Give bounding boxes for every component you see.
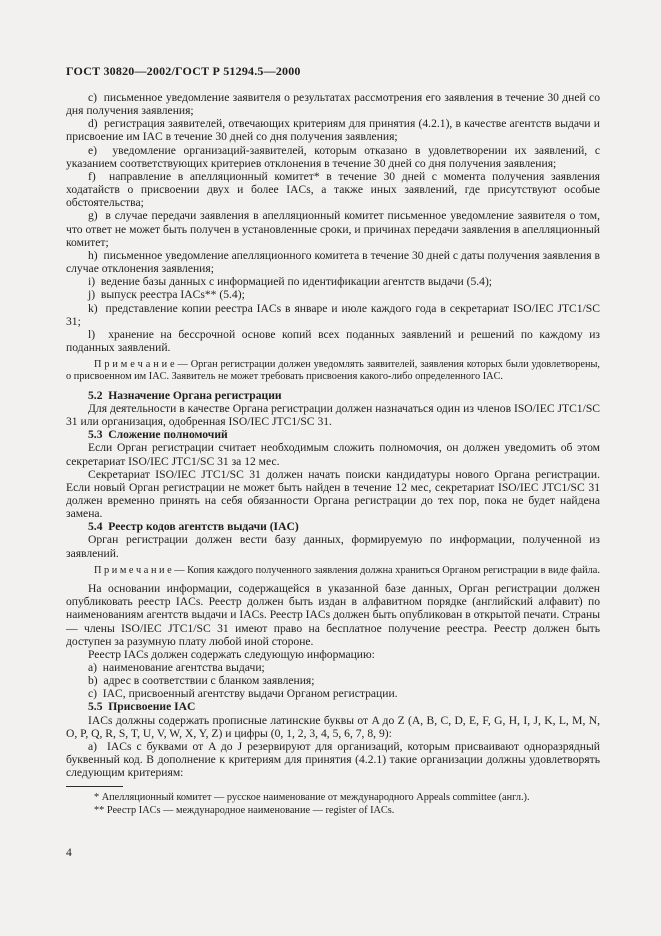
list-item-k: k) представление копии реестра IACs в январе и июле каждого года в секретариат ISO/IEC JTC1/SC 31; [66,301,600,328]
list-item-c2: c) IAC, присвоенный агентству выдачи Органом регистрации. [88,687,398,701]
paragraph-5-3-2: Секретариат ISO/IEC JTC1/SC 31 должен начать поиски кандидатуры нового Органа регистрации. Если новый Орган регистрации не может быть найден в течение 12 мес, секретариат ISO/IEC JTC1/SC 31 должен временно принять на себя обязанности Органа регистрации до тех пор, пока не будет найдена замена. [66,467,600,521]
document-body [66,91,600,779]
footnote-2: ** Реестр IACs — международное наименование — register of IACs. [94,805,395,817]
paragraph-5-5-2: a) IACs с буквами от A до J резервируют для организаций, которым присваивают одноразрядный буквенный код. В дополнение к критериям для принятия (4.2.1) такие организации должны удовлетворять следующим критериям: [66,739,600,780]
list-item-j: j) выпуск реестра IACs** (5.4); [88,288,245,302]
note-1: П р и м е ч а н и е — Орган регистрации должен уведомлять заявителей, заявления которых были удовлетворены, о присвоенном им IAC. Заявитель не может требовать присвоения какого-либо определенного IAC. [66,359,600,383]
list-item-l: l) хранение на бессрочной основе копий всех поданных заявлений и решений по каждому из поданных заявлений. [66,327,600,354]
footnote-divider [66,786,123,787]
paragraph-5-4-2: На основании информации, содержащейся в указанной базе данных, Орган регистрации должен опубликовать реестр IACs. Реестр должен быть издан в алфавитном порядке (английский алфавит) по наименованиям агентств выдачи и IACs. Реестр IACs должен быть опубликован в открытой печати. Страны — члены ISO/IEC JTC1/SC 31 имеют право на бесплатное получение реестра. Реестр должен быть доступен за разумную плату любой иной стороне. [66,582,600,648]
list-item-d: d) регистрация заявителей, отвечающих критериям для принятия (4.2.1), в качестве агентств выдачи и присвоение им IAC в течение 30 дней со дня получения заявления; [66,117,600,144]
footnote-1: * Апелляционный комитет — русское наименование от международного Appeals committee (англ.). [94,792,530,804]
list-item-e: e) уведомление организаций-заявителей, которым отказано в удовлетворении их заявлений, с указанием соответствующих критериев отклонения в течение 30 дней со дня получения заявления; [66,143,600,170]
list-item-f: f) направление в апелляционный комитет* в течение 30 дней с момента получения заявления ходатайств о присвоении двух и более IACs, а также иных заявлений, где присутствуют особые обстоятельства; [66,169,600,210]
heading-5-2: 5.2 Назначение Органа регистрации [88,388,282,402]
paragraph-5-4-3: Реестр IACs должен содержать следующую информацию: [88,647,375,661]
page-text-block [66,64,600,817]
paragraph-5-4-1: Орган регистрации должен вести базу данных, формируемую по информации, полученной из заявлений. [66,533,600,560]
paragraph-5-5-1: IACs должны содержать прописные латинские буквы от A до Z (A, B, C, D, E, F, G, H, I, J, K, L, M, N, O, P, Q, R, S, T, U, V, W, X, Y, Z) и цифры (0, 1, 2, 3, 4, 5, 6, 7, 8, 9): [66,713,600,740]
list-item-g: g) в случае передачи заявления в апелляционный комитет письменное уведомление заявителя о том, что ответ не может быть получен в установленные сроки, и причинах передачи заявления в апелляционный комитет; [66,209,600,249]
paragraph-5-3-1: Если Орган регистрации считает необходимым сложить полномочия, он должен уведомить об этом секретариат ISO/IEC JTC1/SC 31 за 12 мес. [66,441,600,468]
footnotes-block [66,786,600,817]
note-2: П р и м е ч а н и е — Копия каждого полученного заявления должна храниться Органом регистрации в виде файла. [94,564,600,576]
list-item-h: h) письменное уведомление апелляционного комитета в течение 30 дней с даты получения заявления в случае отклонения заявления; [66,248,600,276]
heading-5-5: 5.5 Присвоение IAC [88,700,196,714]
list-item-b: b) адрес в соответствии с бланком заявления; [88,674,315,688]
running-header: ГОСТ 30820—2002/ГОСТ Р 51294.5—2000 [66,64,301,78]
list-item-i: i) ведение базы данных с информацией по идентификации агентств выдачи (5.4); [88,275,493,289]
page-number: 4 [66,846,72,859]
paragraph-5-2-1: Для деятельности в качестве Органа регистрации должен назначаться один из членов ISO/IEC JTC1/SC 31 или организация, одобренная ISO/IEC JTC1/SC 31. [66,401,600,429]
heading-5-3: 5.3 Сложение полномочий [88,428,228,442]
list-item-a: a) наименование агентства выдачи; [88,660,265,674]
list-item-c: c) письменное уведомление заявителя о результатах рассмотрения его заявления в течение 30 дней со дня получения заявления; [66,91,600,118]
heading-5-4: 5.4 Реестр кодов агентств выдачи (IAC) [88,520,299,534]
